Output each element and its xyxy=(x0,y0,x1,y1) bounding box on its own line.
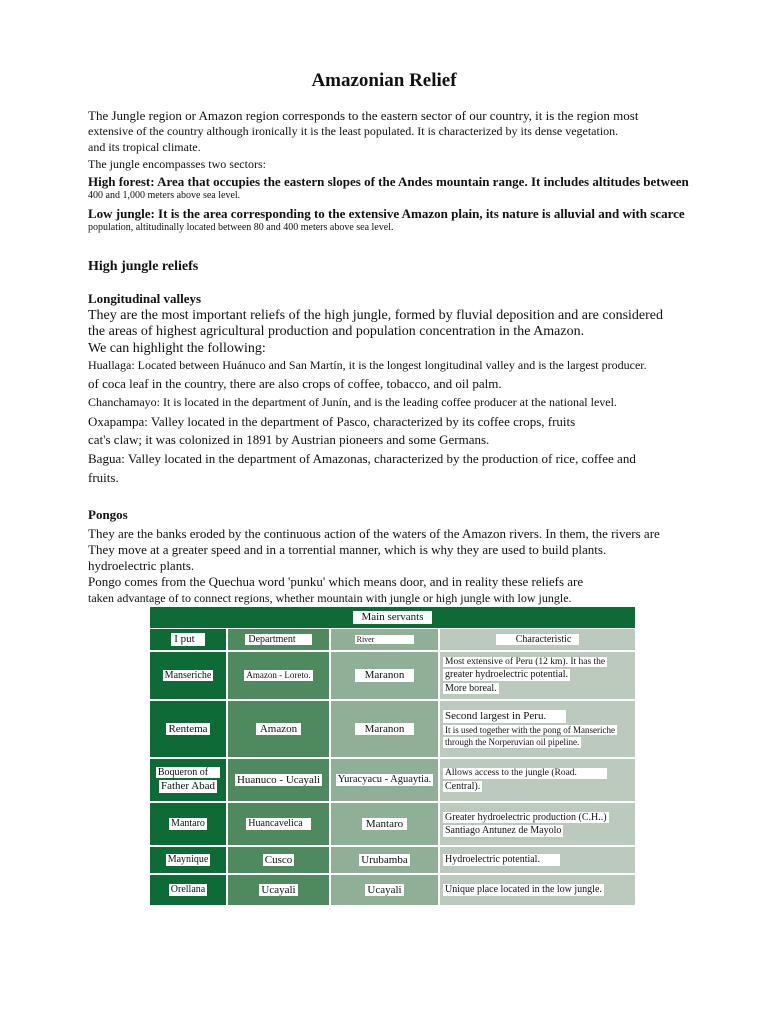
table-row-river-cell xyxy=(331,803,438,845)
table-row-river-cell xyxy=(331,652,438,699)
table-row-river-cell xyxy=(331,875,438,905)
row-river: Urubamba xyxy=(361,853,408,866)
table-row-name-cell xyxy=(150,652,226,699)
table-header-cell xyxy=(440,629,635,650)
row-characteristic: Allows access to the jungle (Road. xyxy=(443,768,607,779)
row-name: Manseriche xyxy=(164,669,212,681)
pongos-table xyxy=(150,607,635,905)
table-row-char-cell xyxy=(440,847,635,873)
row-name: Orellana xyxy=(170,884,206,896)
table-caption-cell xyxy=(150,607,635,628)
paragraph-line: We can highlight the following: xyxy=(88,341,266,356)
subsection-heading: Longitudinal valleys xyxy=(88,291,202,306)
table-row-river-cell xyxy=(331,847,438,873)
section-heading: High jungle reliefs xyxy=(88,259,199,274)
row-characteristic: greater hydroelectric potential. xyxy=(445,669,568,681)
table-row-char-cell xyxy=(440,759,635,801)
table-row-river-cell xyxy=(331,701,438,757)
row-department: Huanuco - Ucayali xyxy=(236,773,321,786)
valley-oxapampa: Oxapampa: Valley located in the department of Pasco, characterized by its coffee crops, fruits xyxy=(88,414,576,429)
intro-line: The jungle encompasses two sectors: xyxy=(88,157,266,171)
table-row-name-cell xyxy=(150,759,226,801)
table-row-dept-cell xyxy=(228,847,329,873)
row-name: Rentema xyxy=(168,722,208,735)
paragraph-line: They are the most important reliefs of the high jungle, formed by fluvial deposition and are considered xyxy=(88,308,663,323)
valley-oxapampa-cont: cat's claw; it was colonized in 1891 by Austrian pioneers and some Germans. xyxy=(88,432,490,447)
header-river: River xyxy=(355,635,415,644)
row-characteristic: through the Norperuvian oil pipeline. xyxy=(445,737,580,748)
intro-line: extensive of the country although ironically it is the least populated. It is characterized by its dense vegetation. xyxy=(88,124,619,138)
valley-huallaga-cont: of coca leaf in the country, there are also crops of coffee, tobacco, and oil palm. xyxy=(88,376,502,391)
section-heading-pongos: Pongos xyxy=(88,507,128,522)
high-forest-definition: High forest: Area that occupies the eastern slopes of the Andes mountain range. It includes altitudes between xyxy=(88,174,689,189)
row-characteristic: More boreal. xyxy=(445,682,497,694)
valley-chanchamayo: Chanchamayo: It is located in the department of Junín, and is the leading coffee producer at the national level. xyxy=(88,395,617,409)
table-row-dept-cell xyxy=(228,759,329,801)
intro-line: The Jungle region or Amazon region corresponds to the eastern sector of our country, it is the region most xyxy=(88,108,639,123)
row-department: Cusco xyxy=(264,853,293,866)
row-characteristic: Second largest in Peru. xyxy=(443,710,566,723)
row-characteristic: Hydroelectric potential. xyxy=(443,854,560,866)
header-department: Department xyxy=(245,634,311,646)
table-caption: Main servants xyxy=(353,611,431,624)
row-department: Ucayali xyxy=(261,883,296,896)
row-characteristic: Santiago Antunez de Mayolo xyxy=(445,825,562,836)
row-characteristic: Unique place located in the low jungle. xyxy=(445,884,602,896)
low-jungle-definition: Low jungle: It is the area corresponding to the extensive Amazon plain, its nature is alluvial and with scarce xyxy=(88,206,685,221)
row-department: Amazon - Loreto. xyxy=(246,670,311,681)
row-river: Maranon xyxy=(355,723,415,736)
row-river: Yuracyacu - Aguaytia. xyxy=(337,773,432,785)
table-row-name-cell xyxy=(150,875,226,905)
table-header-cell xyxy=(150,629,226,650)
paragraph-line: hydroelectric plants. xyxy=(88,558,195,573)
row-characteristic: Central). xyxy=(445,780,481,792)
table-row-dept-cell xyxy=(228,652,329,699)
paragraph-line: taken advantage of to connect regions, whether mountain with jungle or high jungle with low jungle. xyxy=(88,591,572,605)
valley-huallaga: Huallaga: Located between Huánuco and San Martín, it is the longest longitudinal valley and is the largest producer. xyxy=(88,358,647,372)
row-river: Mantaro xyxy=(362,818,407,831)
paragraph-line: Pongo comes from the Quechua word 'punku' which means door, and in reality these reliefs are xyxy=(88,574,584,589)
table-row-char-cell xyxy=(440,803,635,845)
table-row-name-cell xyxy=(150,701,226,757)
row-name: Maynique xyxy=(167,854,209,866)
row-characteristic: Most extensive of Peru (12 km). It has the xyxy=(445,656,606,667)
table-row-dept-cell xyxy=(228,875,329,905)
valley-bagua: Bagua: Valley located in the department of Amazonas, characterized by the production of rice, coffee and xyxy=(88,451,636,466)
table-row-name-cell xyxy=(150,847,226,873)
paragraph-line: the areas of highest agricultural production and population concentration in the Amazon. xyxy=(88,324,585,339)
table-row-char-cell xyxy=(440,652,635,699)
row-name-cont: Father Abad xyxy=(160,780,216,793)
high-forest-definition-cont: 400 and 1,000 meters above sea level. xyxy=(88,190,241,201)
valley-bagua-cont: fruits. xyxy=(88,470,119,485)
row-characteristic: Greater hydroelectric production (C.H..) xyxy=(445,811,607,823)
table-row-dept-cell xyxy=(228,701,329,757)
table-row-char-cell xyxy=(440,875,635,905)
row-characteristic: It is used together with the pong of Manseriche xyxy=(445,724,615,735)
row-river: Ucayali xyxy=(367,883,402,896)
table-row-river-cell xyxy=(331,759,438,801)
paragraph-line: They move at a greater speed and in a torrential manner, which is why they are used to build plants. xyxy=(88,542,607,557)
header-characteristic: Characteristic xyxy=(496,634,580,646)
paragraph-line: They are the banks eroded by the continuous action of the waters of the Amazon rivers. In them, the rivers are xyxy=(88,526,660,541)
header-name: I put xyxy=(171,633,204,646)
row-department: Amazon xyxy=(256,723,301,736)
row-name: Mantaro xyxy=(171,818,205,830)
table-row-dept-cell xyxy=(228,803,329,845)
low-jungle-definition-cont: population, altitudinally located between 80 and 400 meters above sea level. xyxy=(88,222,394,233)
page-title: Amazonian Relief xyxy=(311,70,457,91)
intro-line: and its tropical climate. xyxy=(88,140,201,154)
table-header-cell xyxy=(331,629,438,650)
row-department: Huancavelica xyxy=(246,818,310,830)
row-river: Maranon xyxy=(355,669,415,682)
table-header-cell xyxy=(228,629,329,650)
table-row-name-cell xyxy=(150,803,226,845)
table-row-char-cell xyxy=(440,701,635,757)
row-name: Boqueron of xyxy=(156,767,220,779)
